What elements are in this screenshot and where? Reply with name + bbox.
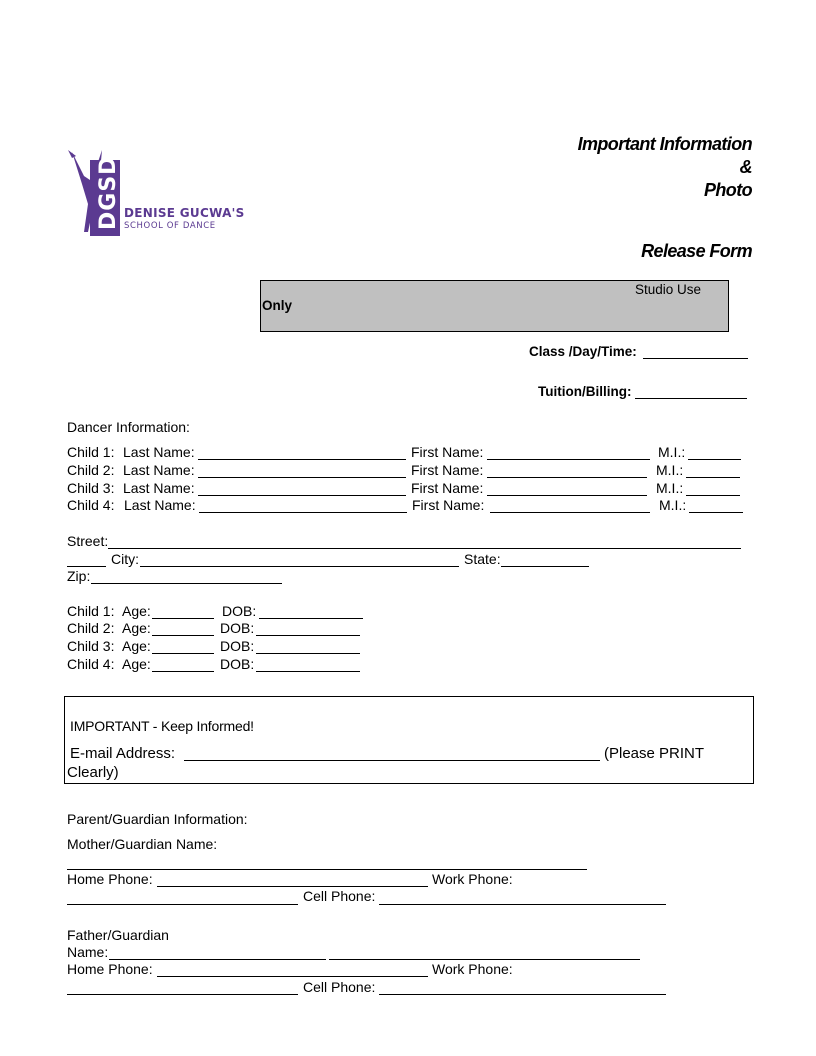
state-label: State: xyxy=(464,551,501,567)
child-label: Child 3: xyxy=(67,638,115,654)
age-label: Age: xyxy=(122,638,151,654)
first-name-label: First Name: xyxy=(411,480,484,496)
mother-name-label: Mother/Guardian Name: xyxy=(67,836,218,852)
father-name-label-cont: Name: xyxy=(67,944,109,960)
title-line-3: Photo xyxy=(704,180,752,200)
last-name-field[interactable] xyxy=(198,477,406,478)
dancer-info-heading: Dancer Information: xyxy=(67,419,190,435)
logo-name: DENISE GUCWA'S xyxy=(124,206,245,220)
first-name-field[interactable] xyxy=(487,477,647,478)
email-label: E-mail Address: xyxy=(70,745,176,762)
dob-label: DOB: xyxy=(220,620,255,636)
zip-label: Zip: xyxy=(67,568,91,584)
child-label: Child 2: xyxy=(67,620,115,636)
mi-field[interactable] xyxy=(686,477,740,478)
important-heading: IMPORTANT - Keep Informed! xyxy=(70,718,254,734)
father-name-field[interactable] xyxy=(109,959,326,960)
mi-field[interactable] xyxy=(688,459,741,460)
child-label: Child 2: xyxy=(67,462,115,478)
last-name-label: Last Name: xyxy=(123,444,195,460)
last-name-label: Last Name: xyxy=(123,462,195,478)
age-field[interactable] xyxy=(152,671,214,672)
child-label: Child 4: xyxy=(67,656,115,672)
dob-label: DOB: xyxy=(220,656,255,672)
father-cell-phone-field[interactable] xyxy=(379,994,666,995)
dob-field[interactable] xyxy=(259,618,363,619)
email-field[interactable] xyxy=(184,760,600,761)
dob-label: DOB: xyxy=(222,603,257,619)
father-name-label: Father/Guardian xyxy=(67,927,169,943)
father-home-phone-field[interactable] xyxy=(157,976,428,977)
first-name-field[interactable] xyxy=(487,495,647,496)
child-label: Child 1: xyxy=(67,603,115,619)
tuition-billing-label: Tuition/Billing: xyxy=(538,384,632,399)
title-line-2: & xyxy=(739,157,752,177)
last-name-field[interactable] xyxy=(198,495,406,496)
mi-label: M.I.: xyxy=(656,462,684,478)
age-field[interactable] xyxy=(152,635,214,636)
release-form-title: Release Form xyxy=(641,241,752,261)
mi-label: M.I.: xyxy=(658,444,686,460)
important-box xyxy=(64,696,754,784)
dob-field[interactable] xyxy=(256,671,360,672)
father-work-phone-field[interactable] xyxy=(67,994,298,995)
first-name-label: First Name: xyxy=(411,462,484,478)
father-home-phone-label: Home Phone: xyxy=(67,961,153,977)
first-name-label: First Name: xyxy=(412,497,485,513)
city-label: City: xyxy=(111,551,139,567)
tuition-billing-field[interactable] xyxy=(635,398,747,399)
first-name-field[interactable] xyxy=(490,512,650,513)
father-cell-phone-label: Cell Phone: xyxy=(303,979,376,995)
child-label: Child 4: xyxy=(67,497,115,513)
last-name-field[interactable] xyxy=(198,459,406,460)
print-note-cont: Clearly) xyxy=(67,764,119,781)
last-name-label: Last Name: xyxy=(123,480,195,496)
age-label: Age: xyxy=(122,603,151,619)
mother-cell-phone-label: Cell Phone: xyxy=(303,888,376,904)
age-field[interactable] xyxy=(152,618,214,619)
mi-field[interactable] xyxy=(689,512,743,513)
mi-label: M.I.: xyxy=(656,480,684,496)
last-name-label: Last Name: xyxy=(124,497,196,513)
logo-letters: DGSD xyxy=(96,155,121,230)
dob-label: DOB: xyxy=(220,638,255,654)
age-label: Age: xyxy=(122,656,151,672)
studio-use-label: Studio Use xyxy=(635,282,702,297)
first-name-field[interactable] xyxy=(487,459,650,460)
street-field[interactable] xyxy=(108,548,741,549)
father-name-field-cont[interactable] xyxy=(329,959,640,960)
state-field[interactable] xyxy=(501,566,589,567)
studio-only-label: Only xyxy=(262,298,293,313)
street-label: Street: xyxy=(67,533,109,549)
last-name-field[interactable] xyxy=(199,512,407,513)
mother-home-phone-label: Home Phone: xyxy=(67,871,153,887)
city-field[interactable] xyxy=(140,566,459,567)
title-line-1: Important Information xyxy=(577,134,752,154)
mother-home-phone-field[interactable] xyxy=(157,886,428,887)
mother-work-phone-label: Work Phone: xyxy=(432,871,513,887)
school-logo xyxy=(66,146,245,238)
mother-name-field[interactable] xyxy=(67,869,587,870)
mother-cell-phone-field[interactable] xyxy=(379,904,666,905)
age-field[interactable] xyxy=(152,653,214,654)
parent-info-heading: Parent/Guardian Information: xyxy=(67,811,248,827)
street-field-cont[interactable] xyxy=(67,566,106,567)
first-name-label: First Name: xyxy=(411,444,484,460)
dob-field[interactable] xyxy=(256,653,360,654)
mother-work-phone-field[interactable] xyxy=(67,904,298,905)
print-note: (Please PRINT xyxy=(604,745,705,762)
child-label: Child 3: xyxy=(67,480,115,496)
mi-field[interactable] xyxy=(686,495,740,496)
logo-subtitle: SCHOOL OF DANCE xyxy=(124,221,216,231)
father-work-phone-label: Work Phone: xyxy=(432,961,513,977)
mi-label: M.I.: xyxy=(659,497,687,513)
child-label: Child 1: xyxy=(67,444,115,460)
age-label: Age: xyxy=(122,620,151,636)
zip-field[interactable] xyxy=(91,583,282,584)
class-day-time-field[interactable] xyxy=(643,358,748,359)
dob-field[interactable] xyxy=(256,635,360,636)
class-day-time-label: Class /Day/Time: xyxy=(529,344,637,359)
